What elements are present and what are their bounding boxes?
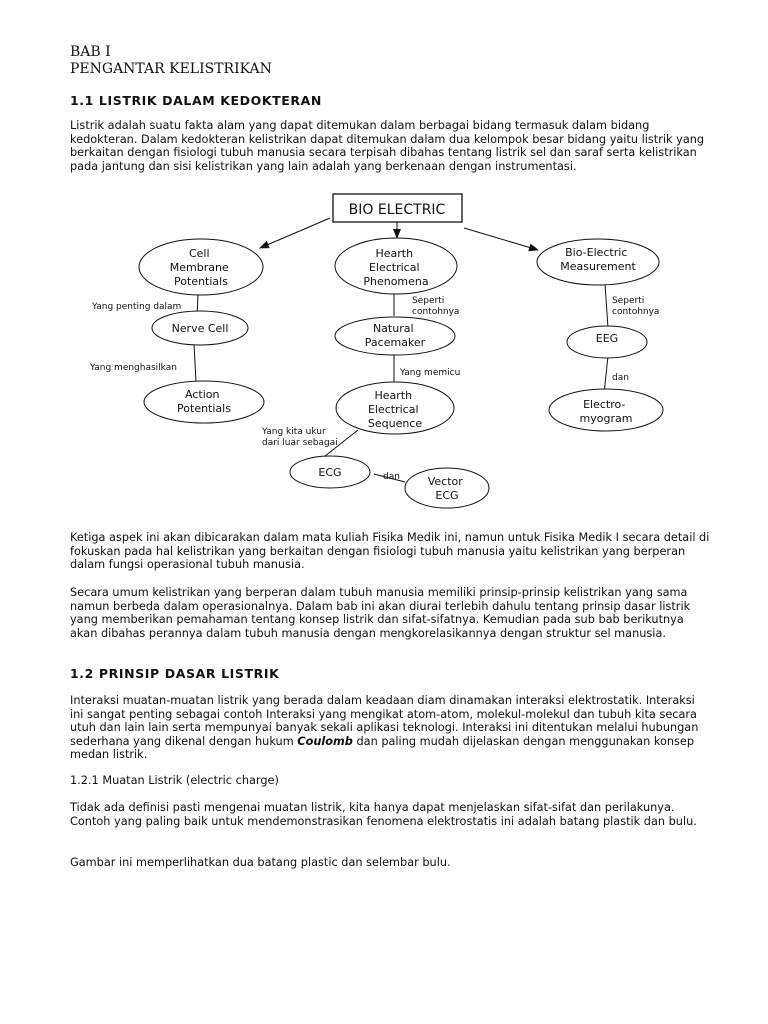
ecg-label: ECG: [318, 466, 342, 479]
paragraph-interaksi-text: [70, 694, 710, 762]
chapter-number: BAB I: [70, 44, 111, 60]
label-seperti-2: [612, 296, 659, 317]
hearth-sequence-line-2: Electrical: [367, 403, 419, 416]
subsection-muatan-listrik-text: 1.2.1 Muatan Listrik (electric charge): [70, 774, 279, 787]
hearth-sequence-line-3: Sequence: [367, 417, 423, 430]
natural-pacemaker-line-2: Pacemaker: [364, 336, 426, 349]
label-seperti-1-line-1: Seperti: [412, 296, 445, 306]
paragraph-ketiga-aspek-text: Ketiga aspek ini akan dibicarakan dalam mata kuliah Fisika Medik ini, namun untuk Fisika Medik I secara detail di fokuskan pada hal kelistrikan yang berkaitan dengan fisiologi tubuh manusia yaitu kelistrikan yang berperan dalam fungsi operasional tubuh manusia.: [70, 531, 710, 572]
label-yang-memicu: Yang memicu: [400, 368, 461, 378]
hearth-phenomena-line-3: Phenomena: [363, 275, 429, 288]
measurement-label: [560, 246, 636, 273]
line-measurement-eeg: [605, 284, 608, 328]
paragraph-gambar: [70, 856, 710, 870]
label-yang-menghasilkan: Yang menghasilkan: [90, 363, 177, 373]
paragraph-ketiga-aspek: [70, 531, 710, 572]
paragraph-tidak-ada: [70, 801, 710, 828]
interaksi-text-before: Interaksi muatan-muatan listrik yang berada dalam keadaan diam dinamakan interaksi elektrostatik. Interaksi ini sangat penting sebagai contoh Interaksi yang mengikat atom-atom, molekul-molekul dan tubuh kita secara utuh dan lain lain serta mempunyai banyak sekali aplikasi teknologi. Interaksi ini ditentukan melalui hubungan sederhana yang dikenal dengan hukum: [70, 694, 699, 748]
label-seperti-2-line-1: Seperti: [612, 296, 645, 306]
hearth-sequence-line-1: Hearth: [374, 389, 413, 402]
label-seperti-1-line-2: contohnya: [412, 307, 460, 317]
label-dan-2: dan: [612, 373, 629, 383]
electromyogram-label: [580, 398, 633, 425]
label-yang-penting: Yang penting dalam: [92, 302, 182, 312]
label-yang-kita-ukur: [261, 427, 338, 448]
section-heading-1-2: 1.2 PRINSIP DASAR LISTRIK: [70, 666, 280, 681]
arrow-to-measurement: [464, 228, 538, 250]
paragraph-secara-umum-text: Secara umum kelistrikan yang berperan dalam tubuh manusia memiliki prinsip-prinsip kelistrikan yang sama namun berbeda dalam operasionalnya. Dalam bab ini akan diurai terlebih dahulu tentang prinsip dasar listrik yang memberikan pemahaman tentang konsep listrik dan sifat-sifatnya. Kemudian pada sub bab berikutnya akan dibahas perannya dalam tubuh manusia dengan mengkorelasikannya dengan struktur sel manusia.: [70, 586, 691, 640]
hearth-phenomena-line-1: Hearth: [375, 247, 414, 260]
cell-membrane-line-1: Cell: [188, 247, 210, 260]
eeg-label: EEG: [595, 332, 619, 345]
nerve-cell-label: Nerve Cell: [171, 322, 229, 335]
line-eeg-emg: [604, 356, 608, 394]
natural-pacemaker-line-1: Natural: [372, 322, 414, 335]
vector-ecg-line-2: ECG: [435, 489, 459, 502]
bio-electric-label: BIO ELECTRIC: [348, 202, 446, 218]
paragraph-interaksi: [70, 694, 710, 762]
label-seperti-2-line-2: contohnya: [612, 307, 660, 317]
chapter-title: PENGANTAR KELISTRIKAN: [70, 61, 272, 77]
bio-electric-diagram: [0, 190, 768, 520]
paragraph-gambar-text: Gambar ini memperlihatkan dua batang plastic dan selembar bulu.: [70, 856, 451, 869]
electromyogram-line-1: Electro-: [583, 398, 626, 411]
paragraph-secara-umum: [70, 586, 710, 640]
label-seperti-1: [412, 296, 459, 317]
measurement-line-2: Measurement: [560, 260, 636, 273]
paragraph-tidak-ada-text: Tidak ada definisi pasti mengenai muatan listrik, kita hanya dapat menjelaskan sifat-sifat dan perilakunya. Contoh yang paling baik untuk mendemonstrasikan fenomena elektrostatis ini adalah batang plastik dan bulu.: [70, 801, 697, 828]
natural-pacemaker-label: [365, 322, 426, 349]
subsection-muatan-listrik: [70, 774, 710, 788]
cell-membrane-line-2: Membrane: [169, 261, 229, 274]
section-heading-1-1: 1.1 LISTRIK DALAM KEDOKTERAN: [70, 93, 322, 108]
action-potentials-line-1: Action: [185, 388, 220, 401]
vector-ecg-line-1: Vector: [427, 475, 463, 488]
label-yang-kita-ukur-line-2: dari luar sebagai: [262, 438, 338, 448]
vector-ecg-node: [405, 468, 489, 508]
coulomb-emphasis: Coulomb: [297, 734, 353, 748]
label-dan-1: dan: [383, 472, 400, 482]
intro-text: Listrik adalah suatu fakta alam yang dapat ditemukan dalam berbagai bidang termasuk dalam bidang kedokteran. Dalam kedokteran kelistrikan dapat ditemukan dalam dua kelompok besar bidang yaitu listrik yang berkaitan dengan fisiologi tubuh manusia secara terpisah dibahas tentang listrik sel dan saraf serta kelistrikan pada jantung dan sisi kelistrikan yang lain adalah yang berkenaan dengan instrumentasi.: [70, 119, 705, 173]
intro-paragraph: [70, 119, 710, 173]
measurement-line-1: Bio-Electric: [565, 246, 628, 259]
cell-membrane-line-3: Potentials: [174, 275, 228, 288]
label-yang-kita-ukur-line-1: Yang kita ukur: [262, 427, 326, 437]
interaksi-text-after: dan paling mudah dijelaskan dengan menggunakan konsep medan listrik.: [70, 734, 695, 762]
electromyogram-line-2: myogram: [579, 412, 633, 425]
hearth-sequence-label: [368, 389, 422, 430]
hearth-phenomena-line-2: Electrical: [368, 261, 420, 274]
line-nerve-action: [194, 344, 196, 382]
action-potentials-line-2: Potentials: [177, 402, 231, 415]
arrow-to-cell-membrane: [260, 218, 330, 248]
